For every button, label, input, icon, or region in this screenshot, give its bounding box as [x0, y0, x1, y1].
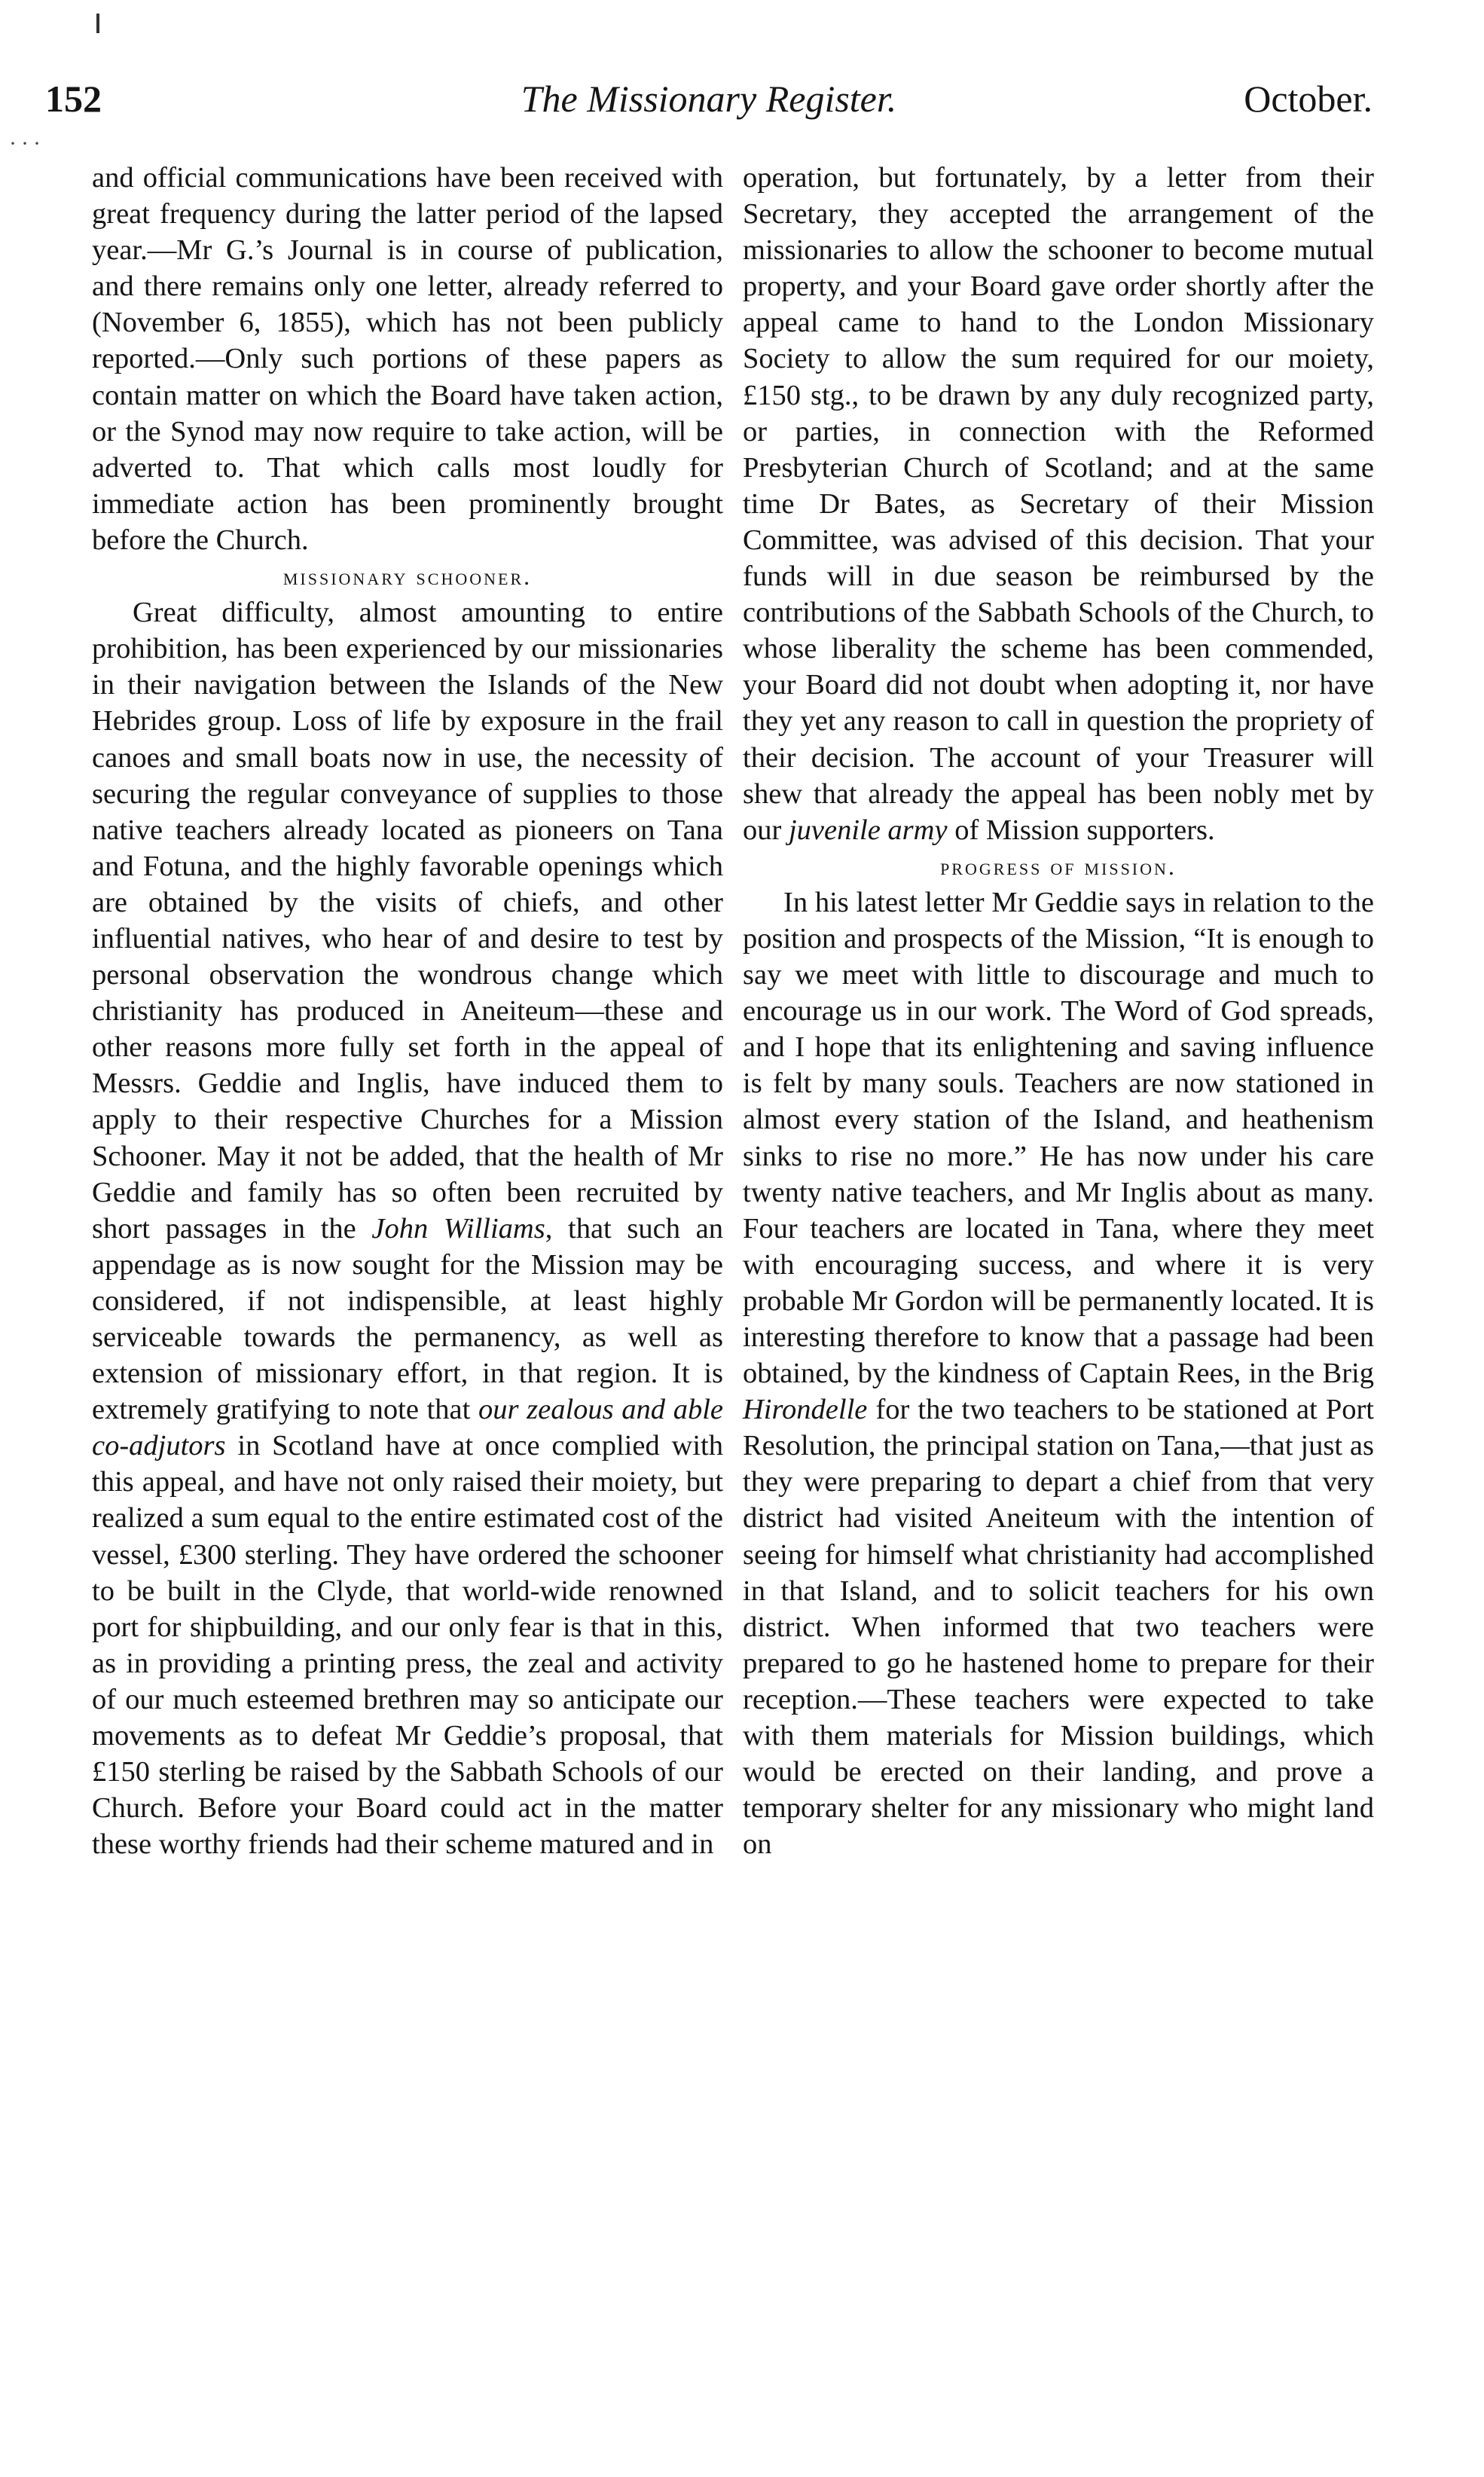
section-heading-progress-of-mission: progress of mission. — [940, 852, 1177, 880]
paragraph-text: , that such an appendage as is now sought for the Mission may be considered, if not indispensible, at least highly serviceable towards the permanency, as well as extension of missionary effort, in that region. It is extremely gratifying to note that — [92, 1212, 724, 1426]
page-number: 152 — [45, 78, 102, 120]
paragraph — [743, 884, 1374, 1863]
issue-month: October. — [1244, 78, 1373, 120]
paragraph-text: In his latest letter Mr Geddie says in relation to the position and prospects of the Mission, “It is enough to say we meet with little to discourage and much to encourage us in our work. The Word of God spreads, and I hope that its enlightening and saving influence is felt by many souls. Teachers are now stationed in almost every station of the Island, and heathenism sinks to rise no more.” He has now under his care twenty native teachers, and Mr Inglis about as many. Four teachers are located in Tana, where they meet with encouraging success, and where it is very probable Mr Gordon will be permanently located. It is interesting therefore to know that a passage had been obtained, by the kindness of Captain Rees, in the Brig — [743, 886, 1374, 1390]
paragraph-text: in Scotland have at once complied with this appeal, and have not only raised their moiety, but realized a sum equal to the entire estimated cost of the vessel, £300 sterling. They have ordered the schooner to be built in the Clyde, that world-wide renowned port for shipbuilding, and our only fear is that in this, as in providing a printing press, the zeal and activity of our much esteemed brethren may so anticipate our movements as to defeat Mr Geddie’s proposal, that £150 sterling be raised by the Sabbath Schools of our Church. Before your Board could act in the matter these worthy friends had their scheme matured and in — [92, 1430, 723, 1861]
paragraph-text: and official communications have been received with great frequency during the latter period of the lapsed year.—Mr G.’s Journal is in course of publication, and there remains only one letter, already referred to (November 6, 1855), which has not been publicly reported.—Only such portions of these papers as contain matter on which the Board have taken action, or the Synod may now require to take action, will be adverted to. That which calls most loudly for immediate action has been prominently brought before the Church. — [92, 162, 723, 556]
paragraph-text: operation, but fortunately, by a letter from their Secretary, they accepted the arrangement of the missionaries to allow the schooner to become mutual property, and your Board gave order shortly after the appeal came to hand to the London Missionary Society to allow the sum required for our moiety, £150 stg., to be drawn by any duly recognized party, or parties, in connection with the Reformed Presbyterian Church of Scotland; and at the same time Dr Bates, as Secretary of their Mission Committee, was advised of this decision. That your funds will in due season be reimbursed by the contributions of the Sabbath Schools of the Church, to whose liberality the scheme has been commended, your Board did not doubt when adopting it, nor have they yet any reason to call in question the propriety of their decision. The account of your Treasurer will shew that already the appeal has been nobly met by our — [743, 162, 1374, 846]
ship-name: John Williams — [371, 1212, 545, 1245]
running-head — [45, 72, 1373, 125]
margin-mark — [96, 14, 99, 33]
left-column — [92, 160, 723, 1862]
journal-title: The Missionary Register. — [521, 78, 897, 120]
paragraph-text: Great difficulty, almost amounting to entire prohibition, has been experienced by our missionaries in their navigation between the Islands of the New Hebrides group. Loss of life by exposure in the frail canoes and small boats now in use, the necessity of securing the regular conveyance of supplies to those native teachers already located as pioneers on Tana and Fotuna, and the highly favorable openings which are obtained by the visits of chiefs, and other influential natives, who hear of and desire to test by personal observation the wondrous change which christianity has produced in Aneiteum—these and other reasons more fully set forth in the appeal of Messrs. Geddie and Inglis, have induced them to apply to their respective Churches for a Mission Schooner. May it not be added, that the health of Mr Geddie and family has so often been recruited by short passages in the — [92, 597, 723, 1245]
emphasis-text: juvenile army — [788, 814, 948, 846]
section-heading-missionary-schooner: missionary schooner. — [282, 563, 533, 591]
right-column — [743, 160, 1374, 1862]
paragraph — [92, 594, 723, 1862]
ship-name: Hirondelle — [743, 1394, 868, 1426]
paragraph — [743, 160, 1374, 848]
margin-dots: ··· — [9, 131, 45, 156]
paragraph-text: for the two teachers to be stationed at Port Resolution, the principal station on Tana,—that just as they were preparing to depart a chief from that very district had visited Aneiteum with the intention of seeing for himself what christianity had accomplished in that Island, and to solicit teachers for his own district. When informed that two teachers were prepared to go he hastened home to prepare for their reception.—These teachers were expected to take with them materials for Mission buildings, which would be erected on their landing, and prove a temporary shelter for any missionary who might land on — [743, 1394, 1374, 1861]
paragraph-text: of Mission supporters. — [947, 814, 1215, 846]
emphasis-text: our zealous and able co-adjutors — [92, 1394, 723, 1462]
paragraph — [92, 160, 723, 558]
